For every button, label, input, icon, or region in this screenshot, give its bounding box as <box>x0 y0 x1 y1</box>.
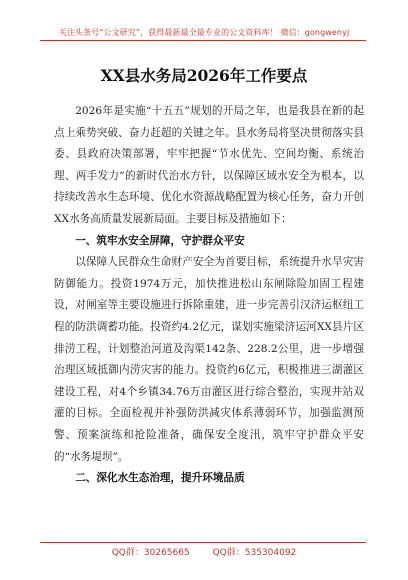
document-title: XX县水务局2026年工作要点 <box>100 66 308 85</box>
section-2-heading: 二、深化水生态治理，提升环境品质 <box>75 472 245 485</box>
footer-qq-group-2: QQ群：535304092 <box>212 548 297 558</box>
header-divider <box>40 40 366 41</box>
section-1-paragraph: 以保障人民群众生命财产安全为首要目标，系统提升水旱灾害防御能力。投资1974万元，加快推进松山东闸除险加固工程建设，对闸室等主要设施进行拆除重建，进一步完善引汉济运枢纽工程的防洪调蓄功能。投资约4.2亿元，谋划实施梁济运河XX县片区排涝工程，计划整治河道及沟渠142条、228.2公里，进一步增强治理区域抵御内涝灾害的能力。投资约6亿元，积极推进三湖灌区建设工程，对4个乡镇34.76万亩灌区进行综合整治，实现井站双灌的目标。全面检视并补强防洪减灾体系薄弱环节，加强监测预警、预案演练和抢险准备，确保安全度汛，筑牢守护群众平安的“水务堤坝”。 <box>54 256 364 463</box>
section-1-heading: 一、筑牢水安全屏障，守护群众平安 <box>75 234 245 247</box>
document-body <box>54 101 364 490</box>
header-note: 关注头条号“公文研究”，获得最新最全最专业的公文资料库！ 微信：gongwenyj <box>58 28 350 37</box>
footer-qq-group-1: QQ群：30265665 <box>111 548 190 558</box>
footer-divider <box>40 542 366 543</box>
footer <box>0 545 408 558</box>
intro-paragraph: 2026年是实施“十五五”规划的开局之年，也是我县在新的起点上乘势突破、奋力赶超的关键之年。县水务局将坚决贯彻落实县委、县政府决策部署，牢牢把握“节水优先、空间均衡、系统治理、两手发力”的新时代治水方针，以保障区域水安全为根本，以持续改善水生态环境、优化水资源战略配置为核心任务，奋力开创XX水务高质量发展新局面。主要目标及措施如下： <box>54 105 364 225</box>
